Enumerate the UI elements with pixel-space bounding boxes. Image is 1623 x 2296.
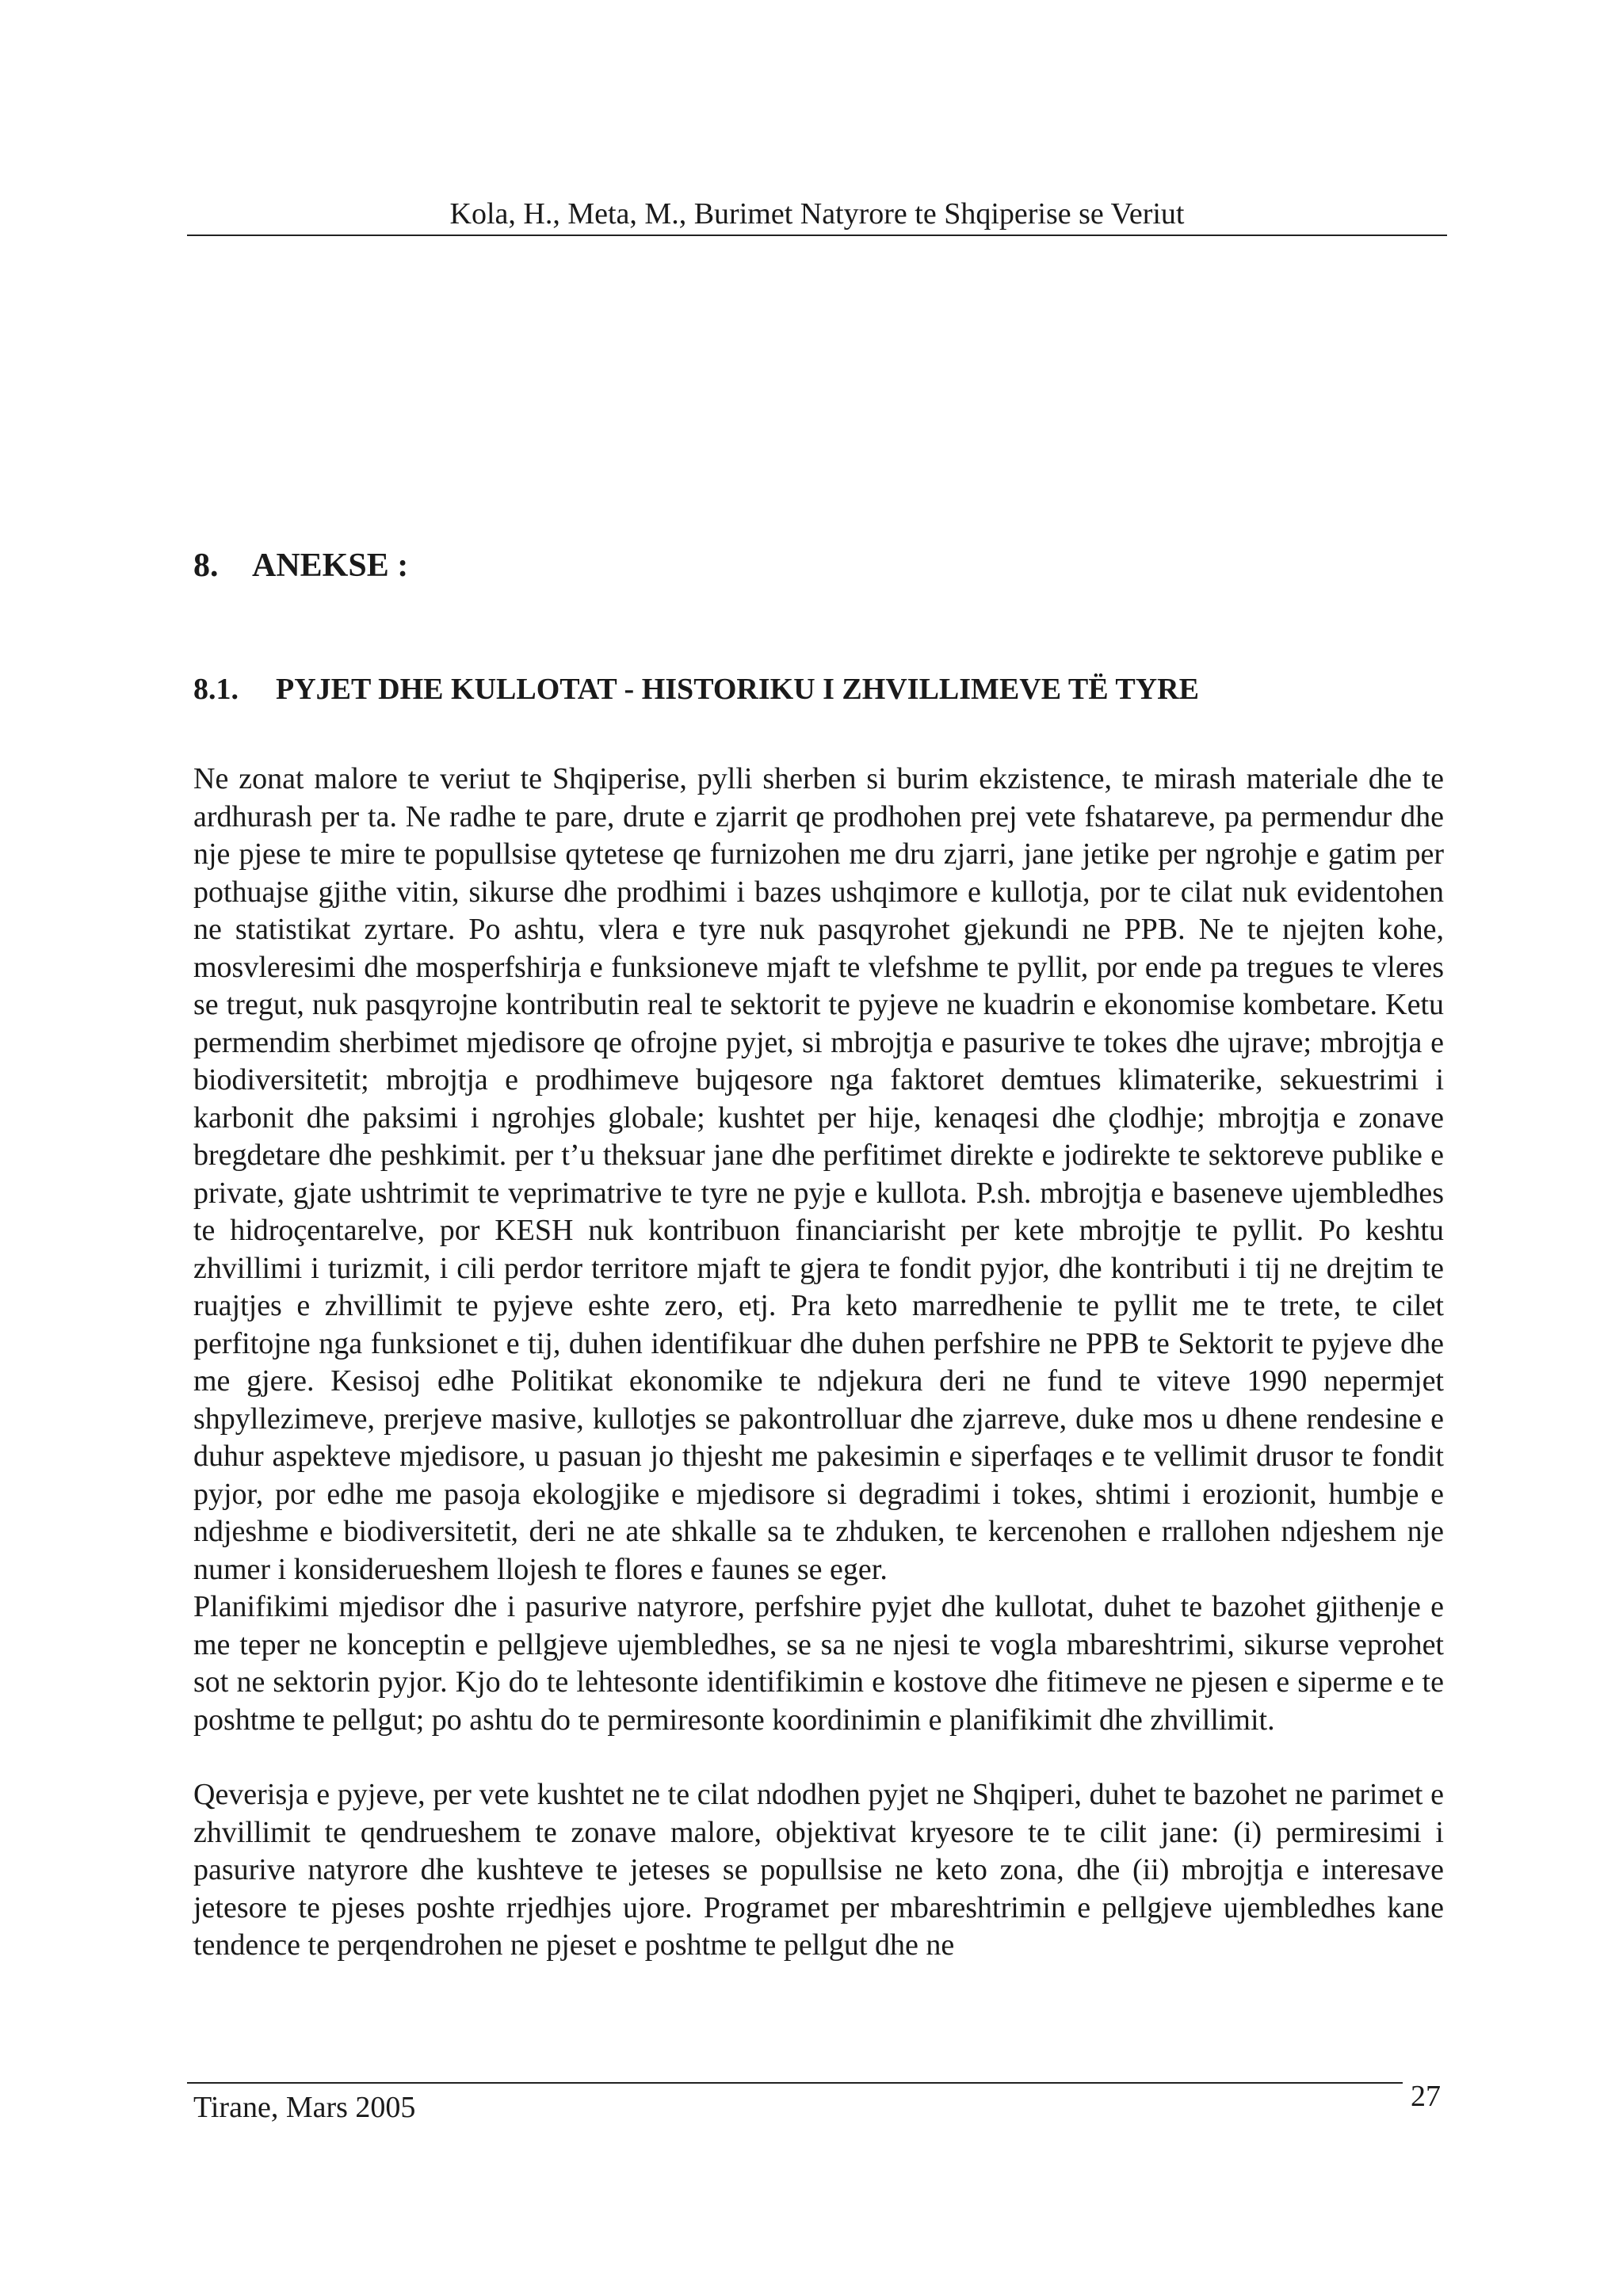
running-header-title: Kola, H., Meta, M., Burimet Natyrore te Shqiperise se Veriut [449, 197, 1185, 231]
section-heading [193, 545, 408, 586]
page-number: 27 [1411, 2080, 1441, 2113]
footer-place-date: Tirane, Mars 2005 [193, 2091, 416, 2124]
subsection-heading [193, 670, 1199, 708]
body-text [193, 761, 1444, 1965]
subsection-number: 8.1. [193, 673, 239, 706]
section-number: 8. [193, 547, 219, 584]
running-header [187, 193, 1447, 236]
subsection-title: PYJET DHE KULLOTAT - HISTORIKU I ZHVILLIMEVE TË TYRE [276, 673, 1199, 706]
footer-rule [187, 2082, 1403, 2084]
paragraph-3: Qeverisja e pyjeve, per vete kushtet ne te cilat ndodhen pyjet ne Shqiperi, duhet te bazohet ne parimet e zhvillimit te qendrueshem te zonave malore, objektivat kryesore te te cilit jane: (i) permiresimi i pasurive natyrore dhe kushteve te jeteses se popullsise ne keto zona, dhe (ii) mbrojtja e interesave jetesore te pjeses poshte rrjedhjes ujore. Programet per mbareshtrimin e pellgjeve ujembledhes kane tendence te perqendrohen ne pjeset e poshtme te pellgut dhe ne [193, 1778, 1444, 1962]
paragraph-2: Planifikimi mjedisor dhe i pasurive natyrore, perfshire pyjet dhe kullotat, duhet te bazohet gjithenje e me teper ne konceptin e pellgjeve ujembledhes, se sa ne njesi te vogla mbareshtrimi, sikurse veprohet sot ne sektorin pyjor. Kjo do te lehtesonte identifikimin e kostove dhe fitimeve ne pjesen e siperme e te poshtme te pellgut; po ashtu do te permiresonte koordinimin e planifikimit dhe zhvillimit. [193, 1590, 1444, 1737]
section-title: ANEKSE : [252, 547, 409, 584]
paragraph-1: Ne zonat malore te veriut te Shqiperise, pylli sherben si burim ekzistence, te mirash materiale dhe te ardhurash per ta. Ne radhe te pare, drute e zjarrit qe prodhohen prej vete fshatareve, pa permendur dhe nje pjese te mire te popullsise qytetese qe furnizohen me dru zjarri, jane jetike per ngrohje e gatim per pothuajse gjithe vitin, sikurse dhe prodhimi i bazes ushqimore e kullotja, por te cilat nuk evidentohen ne statistikat zyrtare. Po ashtu, vlera e tyre nuk pasqyrohet gjekundi ne PPB. Ne te njejten kohe, mosvleresimi dhe mosperfshirja e funksioneve mjaft te vlefshme te pyllit, por ende pa tregues te vleres se tregut, nuk pasqyrojne kontributin real te sektorit te pyjeve ne kuadrin e ekonomise kombetare. Ketu permendim sherbimet mjedisore qe ofrojne pyjet, si mbrojtja e pasurive te tokes dhe ujrave; mbrojtja e biodiversitetit; mbrojtja e prodhimeve bujqesore nga faktoret demtues klimaterike, sekuestrimi i karbonit dhe paksimi i ngrohjes globale; kushtet per hije, kenaqesi dhe çlodhje; mbrojtja e zonave bregdetare dhe peshkimit. per t’u theksuar jane dhe perfitimet direkte e jodirekte te sektoreve publike e private, gjate ushtrimit te veprimatrive te tyre ne pyje e kullota. P.sh. mbrojtja e baseneve ujembledhes te hidroçentarelve, por KESH nuk kontribuon financiarisht per kete mbrojtje te pyllit. Po keshtu zhvillimi i turizmit, i cili perdor territore mjaft te gjera te fondit pyjor, dhe kontributi i tij ne drejtim te ruajtjes e zhvillimit te pyjeve eshte zero, etj. Pra keto marredhenie te pyllit me te trete, te cilet perfitojne nga funksionet e tij, duhen identifikuar dhe duhen perfshire ne PPB te Sektorit te pyjeve dhe me gjere. Kesisoj edhe Politikat ekonomike te ndjekura deri ne fund te viteve 1990 nepermjet shpyllezimeve, prerjeve masive, kullotjes se pakontrolluar dhe zjarreve, duke mos u dhene rendesine e duhur aspekteve mjedisore, u pasuan jo thjesht me pakesimin e siperfaqes e te vellimit drusor te fondit pyjor, por edhe me pasoja ekologjike e mjedisore si degradimi i tokes, shtimi i erozionit, humbje e ndjeshme e biodiversitetit, deri ne ate shkalle sa te zhduken, te kercenohen e rrallohen ndjeshem nje numer i konsiderueshem llojesh te flores e faunes se eger. [193, 762, 1444, 1586]
